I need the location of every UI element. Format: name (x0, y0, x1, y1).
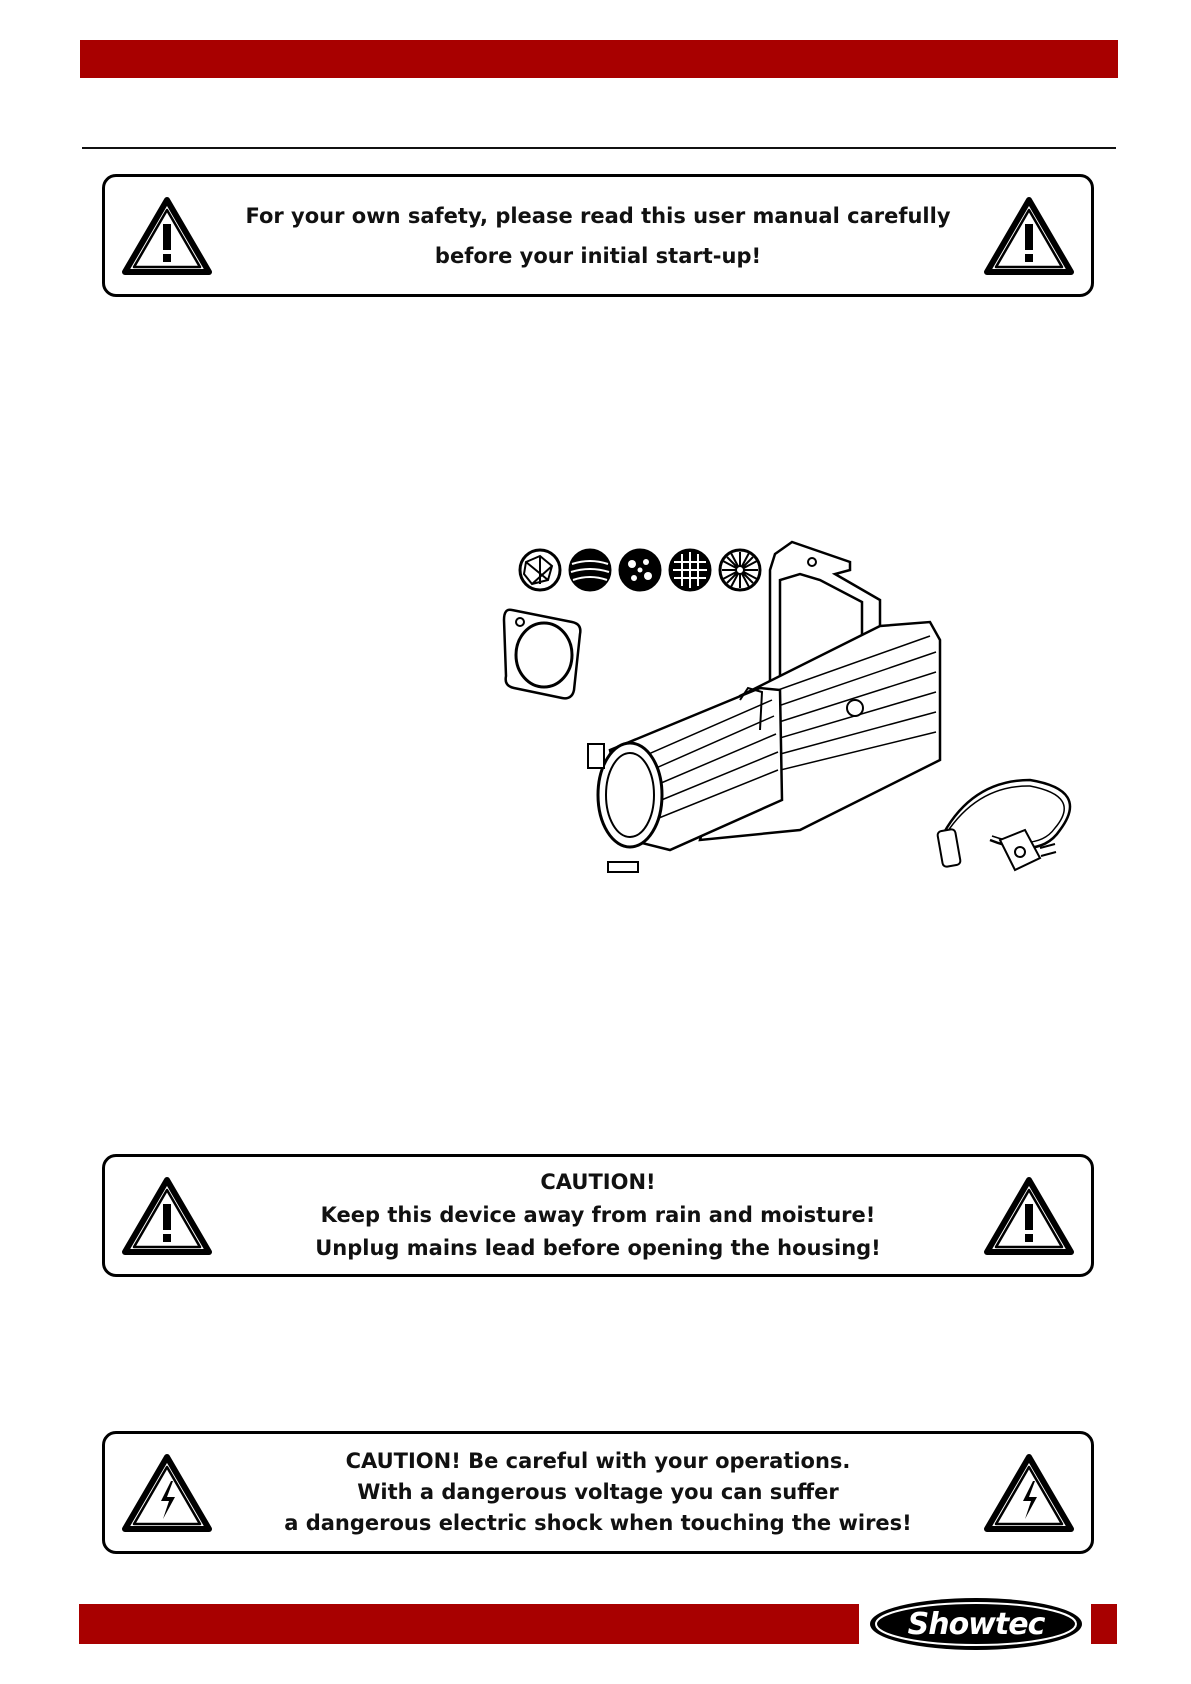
brand-logo-text: Showtec (907, 1606, 1045, 1642)
caution-voltage-box (102, 1431, 1094, 1554)
caution-voltage-line1: CAUTION! Be careful with your operations. (345, 1449, 851, 1473)
safety-notice-line1: For your own safety, please read this user manual carefully (245, 203, 951, 228)
gobo-icon (720, 550, 760, 590)
warning-triangle-icon (983, 1176, 1075, 1256)
caution-moisture-line2: Keep this device away from rain and moisture! (320, 1203, 876, 1227)
gobo-icon (520, 550, 560, 590)
footer-bar-end (1091, 1604, 1117, 1644)
power-cable (937, 780, 1070, 870)
gobo-icon (670, 550, 710, 590)
caution-moisture-line1: CAUTION! (540, 1170, 656, 1194)
fixture-body (588, 622, 940, 872)
gobo-icon (620, 550, 660, 590)
caution-voltage-line3: a dangerous electric shock when touching the wires! (284, 1511, 912, 1535)
safety-notice-box (102, 174, 1094, 297)
brand-logo (866, 1594, 1086, 1654)
warning-triangle-icon (121, 1176, 213, 1256)
gobo-icon (570, 550, 610, 590)
footer-bar (79, 1604, 859, 1644)
warning-triangle-icon (983, 196, 1075, 276)
safety-notice-line2: before your initial start-up! (434, 243, 762, 268)
caution-moisture-box (102, 1154, 1094, 1277)
header-rule (82, 147, 1116, 149)
header-bar (80, 40, 1118, 78)
product-illustration (500, 540, 1100, 900)
caution-moisture-line3: Unplug mains lead before opening the housing! (315, 1236, 881, 1260)
high-voltage-icon (983, 1453, 1075, 1533)
high-voltage-icon (121, 1453, 213, 1533)
filter-frame (504, 610, 580, 699)
warning-triangle-icon (121, 196, 213, 276)
caution-voltage-line2: With a dangerous voltage you can suffer (357, 1480, 839, 1504)
